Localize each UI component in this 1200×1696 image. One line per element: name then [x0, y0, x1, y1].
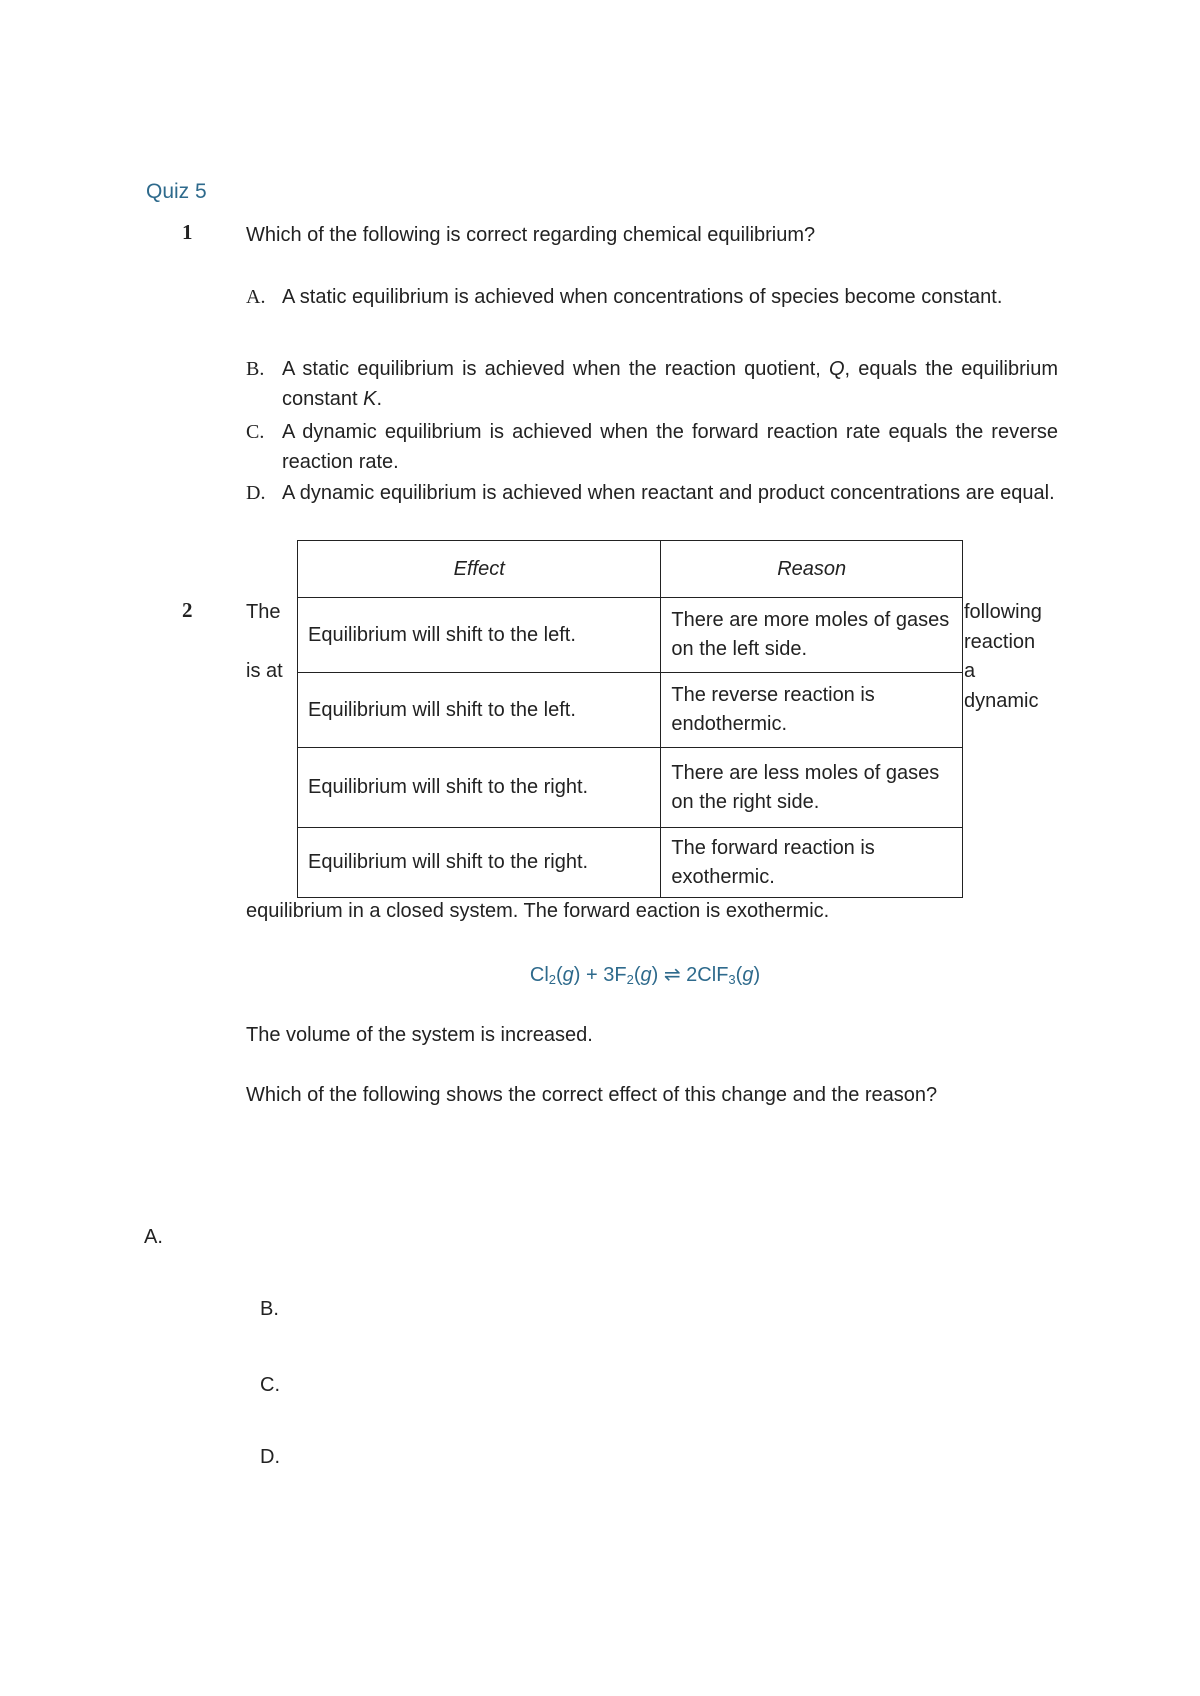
q1-option-b[interactable] [246, 354, 1058, 414]
q2-fragment-is-at: is at [246, 660, 283, 682]
table-cell-effect: Equilibrium will shift to the right. [298, 748, 661, 828]
answer-option-c[interactable]: C. [260, 1374, 280, 1396]
answer-option-a[interactable]: A. [144, 1226, 163, 1248]
option-text: A dynamic equilibrium is achieved when reactant and product concentrations are equal. [282, 482, 1055, 504]
table-cell-reason: There are less moles of gases on the right side. [661, 748, 963, 828]
effect-reason-table [297, 540, 963, 898]
table-cell-effect: Equilibrium will shift to the left. [298, 598, 661, 673]
answer-option-b[interactable]: B. [260, 1298, 279, 1320]
table-header-row [298, 541, 963, 598]
q1-option-a[interactable] [246, 282, 1058, 312]
q2-fragment-dynamic: dynamic [964, 690, 1039, 712]
q1-option-c[interactable] [246, 417, 1058, 477]
table-row [298, 828, 963, 898]
quiz-title: Quiz 5 [146, 180, 207, 203]
q2-fragment-following: following [964, 601, 1042, 623]
q2-prompt-text: Which of the following shows the correct effect of this change and the reason? [246, 1084, 938, 1106]
table-cell-reason: The reverse reaction is endothermic. [661, 673, 963, 748]
table-header-reason: Reason [661, 541, 963, 598]
question-1-number: 1 [182, 220, 193, 244]
option-letter: D. [246, 482, 266, 504]
table-cell-reason: There are more moles of gases on the left side. [661, 598, 963, 673]
option-letter: B. [246, 358, 265, 380]
q1-option-d[interactable] [246, 478, 1058, 508]
option-text: A dynamic equilibrium is achieved when the forward reaction rate equals the reverse reaction rate. [282, 421, 1058, 473]
option-text: A static equilibrium is achieved when concentrations of species become constant. [282, 286, 1003, 308]
table-cell-effect: Equilibrium will shift to the left. [298, 673, 661, 748]
table-row [298, 748, 963, 828]
question-1-text: Which of the following is correct regarding chemical equilibrium? [246, 224, 816, 246]
q2-fragment-a: a [964, 660, 976, 682]
table-row [298, 598, 963, 673]
table-cell-effect: Equilibrium will shift to the right. [298, 828, 661, 898]
q2-change-text: The volume of the system is increased. [246, 1024, 593, 1046]
q2-fragment-reaction: reaction [964, 631, 1036, 653]
answer-option-d[interactable]: D. [260, 1446, 280, 1468]
option-letter: C. [246, 421, 265, 443]
q2-continuation-text: equilibrium in a closed system. The forward eaction is exothermic. [246, 900, 830, 922]
table-header-effect: Effect [298, 541, 661, 598]
q2-fragment-the: The [246, 601, 281, 623]
option-text: A static equilibrium is achieved when the reaction quotient, Q, equals the equilibrium constant K. [282, 358, 1058, 410]
chemical-equation: $Cl_2(g) + 3F_2(g)$ ⇌ 2ClF$_3$(g) [529, 964, 761, 987]
table-cell-reason: The forward reaction is exothermic. [661, 828, 963, 898]
option-letter: A. [246, 286, 266, 308]
table-row [298, 673, 963, 748]
question-2-number: 2 [182, 598, 193, 622]
